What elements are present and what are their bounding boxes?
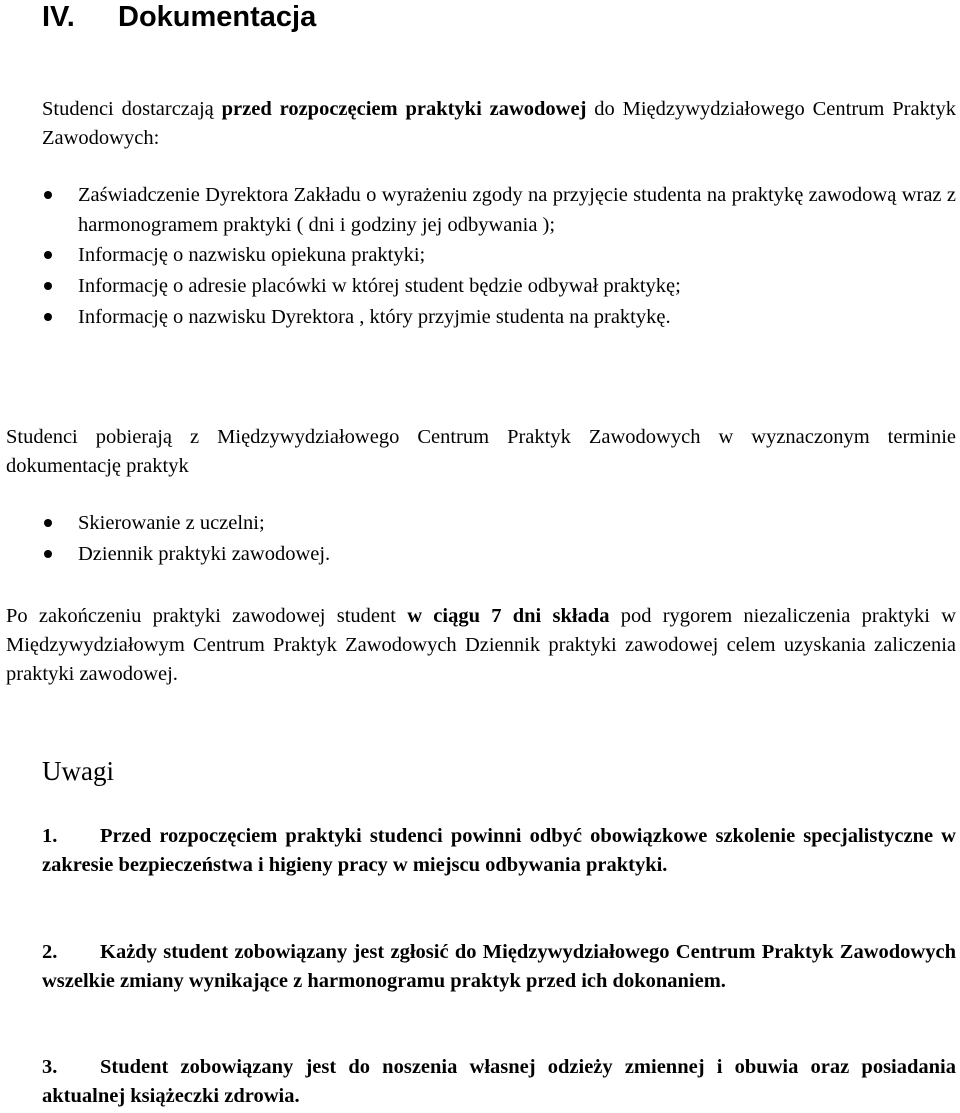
remark-text: Student zobowiązany jest do noszenia własnej odzieży zmiennej i obuwia oraz posiadania aktualnej książeczki zdrowia.	[42, 1056, 956, 1107]
section-heading	[42, 0, 316, 34]
delivered-documents-list	[0, 180, 956, 333]
bullet-icon	[44, 191, 52, 199]
completion-text-start: Po zakończeniu praktyki zawodowej student	[6, 605, 408, 627]
remark-number: 1.	[42, 825, 58, 847]
completion-text-end: pod rygorem niezaliczenia praktyki w Międzywydziałowym Centrum Praktyk Zawodowych Dziennik praktyki zawodowej celem uzyskania zaliczenia praktyki zawodowej.	[6, 605, 957, 685]
section-number: IV.	[42, 1, 75, 33]
intro-text-end: do Międzywydziałowego Centrum Praktyk Zawodowych:	[42, 98, 956, 149]
remark-item	[42, 822, 956, 880]
intro-text-start: Studenci dostarczają	[42, 98, 222, 120]
completion-emphasis: w ciągu 7 dni składa	[407, 605, 610, 627]
intro-emphasis: przed rozpoczęciem praktyki zawodowej	[221, 98, 587, 120]
bullet-icon	[44, 282, 52, 290]
remark-text: Każdy student zobowiązany jest zgłosić do Międzywydziałowego Centrum Praktyk Zawodowych wszelkie zmiany wynikające z harmonogramu praktyk przed ich dokonaniem.	[42, 941, 956, 992]
intro-paragraph	[42, 95, 956, 153]
remark-item	[42, 1053, 956, 1111]
remarks-title: Uwagi	[42, 756, 114, 786]
list-item: Informację o nazwisku Dyrektora , który przyjmie studenta na praktykę.	[0, 302, 956, 333]
list-item: Informację o adresie placówki w której student będzie odbywał praktykę;	[0, 271, 956, 302]
collected-documents-list	[0, 508, 956, 570]
bullet-icon	[44, 313, 52, 321]
remark-number: 3.	[42, 1056, 58, 1078]
completion-paragraph	[6, 602, 956, 689]
remark-item	[42, 938, 956, 996]
list-item: Dziennik praktyki zawodowej.	[0, 539, 956, 570]
collect-paragraph: Studenci pobierają z Międzywydziałowego Centrum Praktyk Zawodowych w wyznaczonym terminie dokumentację praktyk	[6, 426, 956, 477]
list-item: Informację o nazwisku opiekuna praktyki;	[0, 240, 956, 271]
list-item: Skierowanie z uczelni;	[0, 508, 956, 539]
remark-number: 2.	[42, 941, 58, 963]
section-title: Dokumentacja	[118, 1, 317, 33]
bullet-icon	[44, 550, 52, 558]
bullet-icon	[44, 519, 52, 527]
bullet-icon	[44, 251, 52, 259]
list-item: Zaświadczenie Dyrektora Zakładu o wyrażeniu zgody na przyjęcie studenta na praktykę zawodową wraz z harmonogramem praktyki ( dni i godziny jej odbywania );	[0, 180, 956, 240]
remark-text: Przed rozpoczęciem praktyki studenci powinni odbyć obowiązkowe szkolenie specjalistyczne w zakresie bezpieczeństwa i higieny pracy w miejscu odbywania praktyki.	[42, 825, 956, 876]
